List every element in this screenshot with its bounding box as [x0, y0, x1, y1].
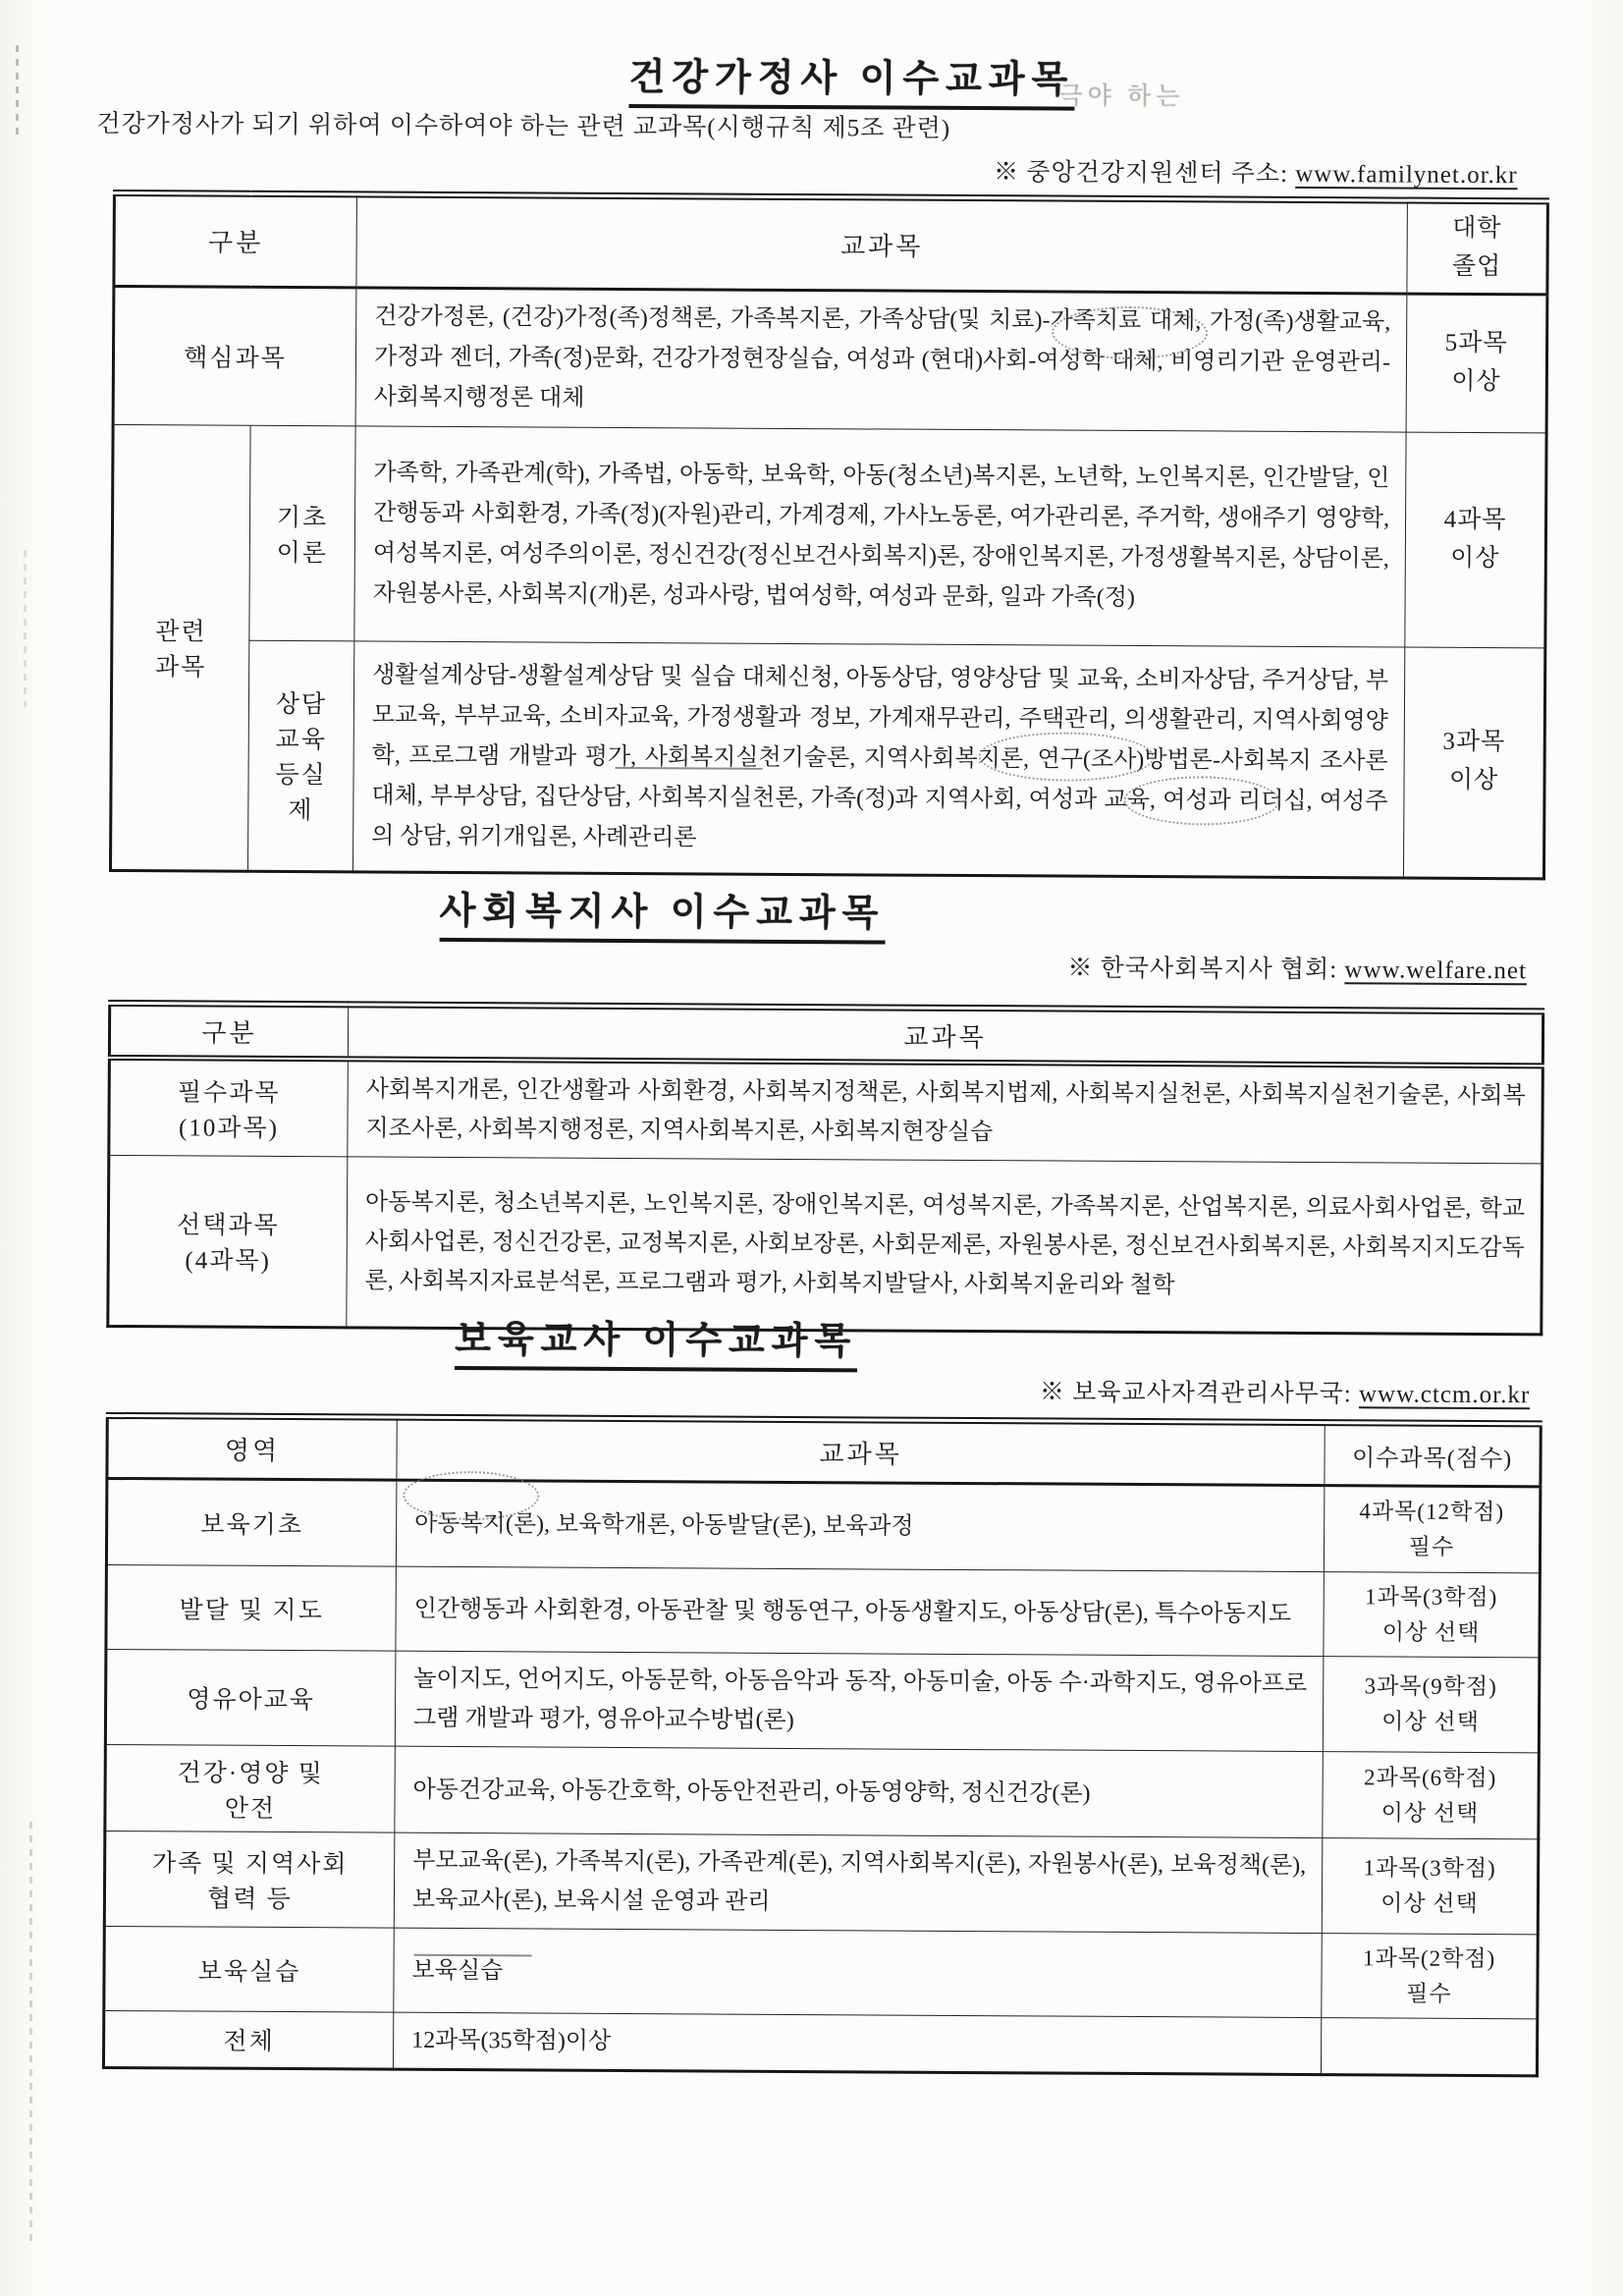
health-nutrition-safety-subjects-list: 아동건강교육, 아동간호학, 아동안전관리, 아동영양학, 정신건강(론)	[395, 1746, 1323, 1837]
table-header-row	[107, 1415, 1541, 1486]
header-cell-subjects: 교과목	[397, 1417, 1325, 1485]
header-cell-credits: 이수과목(점수)	[1325, 1423, 1541, 1487]
counseling-practice-requirement: 3과목 이상	[1403, 647, 1544, 879]
total-subjects-value: 12과목(35학점)이상	[393, 2012, 1321, 2074]
required-subjects-list: 사회복지개론, 인간생활과 사회환경, 사회복지정책론, 사회복지법제, 사회복지실천론, 사회복지실천기술론, 사회복지조사론, 사회복지행정론, 지역사회복지론, 사회복지현장실습	[348, 1059, 1543, 1164]
table-header-row	[114, 192, 1548, 294]
header-cell-area: 영역	[107, 1415, 397, 1480]
family-community-subjects-list: 부모교육(론), 가족복지(론), 가족관계(론), 지역사회복지(론), 자원봉사(론), 보육정책(론), 보육교사(론), 보육시설 운영과 관리	[394, 1832, 1323, 1933]
header-cell-subjects: 교과목	[348, 1005, 1542, 1066]
elective-subjects-row	[108, 1155, 1542, 1334]
healthy-family-section-title: 건강가정사 이수교과목	[628, 46, 1074, 111]
development-guidance-requirement: 1과목(3학점) 이상 선택	[1324, 1572, 1540, 1658]
development-guidance-row	[106, 1564, 1540, 1657]
social-worker-section-title: 사회복지사 이수교과목	[440, 880, 886, 945]
row-label-elective: 선택과목 (4과목)	[108, 1155, 348, 1327]
childcare-practicum-row	[104, 1926, 1538, 2018]
row-label-core: 핵심과목	[113, 286, 356, 425]
early-childhood-education-subjects-list: 놀이지도, 언어지도, 아동문학, 아동음악과 동작, 아동미술, 아동 수·과학지도, 영유아프로그램 개발과 평가, 영유아교수방법(론)	[395, 1651, 1324, 1751]
row-label-required: 필수과목 (10과목)	[109, 1058, 349, 1157]
social-worker-note	[1067, 949, 1527, 987]
basic-theory-row	[112, 424, 1546, 647]
childcare-teacher-courses-table	[102, 1412, 1542, 2077]
table-header-row	[109, 1003, 1542, 1066]
required-subjects-row	[109, 1058, 1543, 1164]
row-label-family-community: 가족 및 지역사회 협력 등	[104, 1831, 395, 1928]
header-cell-group: 구분	[109, 1003, 348, 1059]
early-childhood-education-requirement: 3과목(9학점) 이상 선택	[1323, 1657, 1540, 1753]
childcare-teacher-note-url: www.ctcm.or.kr	[1358, 1381, 1531, 1409]
row-label-early-childhood-education: 영유아교육	[105, 1649, 396, 1746]
social-worker-note-url: www.welfare.net	[1344, 957, 1528, 985]
row-label-basic-theory: 기초 이론	[249, 425, 355, 641]
basic-theory-requirement: 4과목 이상	[1405, 432, 1546, 648]
core-requirement: 5과목 이상	[1406, 294, 1547, 433]
social-worker-courses-table	[106, 1000, 1544, 1336]
healthy-family-note-prefix: ※ 중앙건강지원센터 주소:	[994, 159, 1289, 188]
scan-ghost-text: 극야 하는	[1058, 82, 1185, 111]
social-worker-note-prefix: ※ 한국사회복지사 협회:	[1067, 955, 1338, 984]
healthy-family-courses-table	[109, 190, 1549, 880]
healthy-family-note-url: www.familynet.or.kr	[1295, 160, 1518, 190]
childcare-practicum-subjects-list: 보육실습	[394, 1928, 1322, 2017]
childcare-basics-requirement: 4과목(12학점) 필수	[1324, 1486, 1541, 1573]
row-label-development-guidance: 발달 및 지도	[106, 1564, 396, 1651]
childcare-teacher-note	[1040, 1372, 1530, 1410]
row-label-health-nutrition-safety: 건강·영양 및 안전	[105, 1744, 396, 1832]
header-cell-group: 구분	[114, 192, 357, 287]
early-childhood-education-row	[105, 1649, 1540, 1752]
counseling-practice-row	[110, 639, 1544, 878]
development-guidance-subjects-list: 인간행동과 사회환경, 아동관찰 및 행동연구, 아동생활지도, 아동상담(론), 특수아동지도	[396, 1566, 1324, 1656]
childcare-teacher-note-prefix: ※ 보육교사자격관리사무국:	[1039, 1379, 1352, 1408]
row-label-total: 전체	[103, 2010, 393, 2069]
header-cell-graduation: 대학 졸업	[1407, 200, 1548, 294]
row-label-related-group: 관련 과목	[110, 424, 250, 871]
childcare-basics-row	[106, 1478, 1540, 1572]
total-requirement	[1321, 2018, 1537, 2076]
childcare-basics-subjects-list: 아동복지(론), 보육학개론, 아동발달(론), 보육과정	[396, 1480, 1324, 1571]
healthy-family-note	[994, 152, 1518, 191]
health-nutrition-safety-requirement: 2과목(6학점) 이상 선택	[1323, 1752, 1540, 1839]
childcare-teacher-section-title: 보육교사 이수교과목	[455, 1308, 857, 1372]
header-cell-subjects: 교과목	[356, 194, 1408, 294]
row-label-childcare-practicum: 보육실습	[104, 1926, 394, 2012]
family-community-requirement: 1과목(3학점) 이상 선택	[1322, 1838, 1539, 1935]
family-community-row	[104, 1831, 1539, 1934]
health-nutrition-safety-row	[105, 1744, 1539, 1838]
childcare-practicum-requirement: 1과목(2학점) 필수	[1322, 1934, 1538, 2019]
counseling-practice-subjects-list: 생활설계상담-생활설계상담 및 실습 대체신청, 아동상담, 영양상담 및 교육, 소비자상담, 주거상담, 부모교육, 부부교육, 소비자교육, 가정생활과 정보, 가계재무관리, 주택관리, 의생활관리, 지역사회영양학, 프로그램 개발과 평가, 사회복지실천기술론, 지역사회복지론, 연구(조사)방법론-사회복지 조사론 대체, 부부상담, 집단상담, 사회복지실천론, 가족(정)과 지역사회, 여성과 교육, 여성과 리더십, 여성주의 상담, 위기개입론, 사례관리론	[353, 640, 1405, 877]
elective-subjects-list: 아동복지론, 청소년복지론, 노인복지론, 장애인복지론, 여성복지론, 가족복지론, 산업복지론, 의료사회사업론, 학교사회사업론, 정신건강론, 교정복지론, 사회보장론, 사회문제론, 자원봉사론, 정신보건사회복지론, 사회복지지도감독론, 사회복지자료분석론, 프로그램과 평가, 사회복지발달사, 사회복지윤리와 철학	[347, 1157, 1542, 1335]
healthy-family-subtitle: 건강가정사가 되기 위하여 이수하여야 하는 관련 교과목(시행규칙 제5조 관련)	[96, 110, 951, 142]
core-subjects-list: 건강가정론, (건강)가정(족)정책론, 가족복지론, 가족상담(및 치료)-가족치료 대체, 가정(족)생활교육, 가정과 젠더, 가족(정)문화, 건강가정현장실습, 여성과 (현대)사회-여성학 대체, 비영리기관 운영관리-사회복지행정론 대체	[355, 287, 1407, 431]
core-subjects-row	[113, 286, 1547, 432]
row-label-childcare-basics: 보육기초	[106, 1478, 397, 1566]
row-label-counseling-practice: 상담 교육 등실 제	[247, 640, 353, 872]
total-row	[103, 2010, 1537, 2075]
basic-theory-subjects-list: 가족학, 가족관계(학), 가족법, 아동학, 보육학, 아동(청소년)복지론, 노년학, 노인복지론, 인간발달, 인간행동과 사회환경, 가족(정)(자원)관리, 가계경제, 가사노동론, 여가관리론, 주거학, 생애주기 영양학, 여성복지론, 여성주의이론, 정신건강(정신보건사회복지)론, 장애인복지론, 가정생활복지론, 상담이론, 자원봉사론, 사회복지(개)론, 성과사랑, 법여성학, 여성과 문화, 일과 가족(정)	[354, 425, 1406, 646]
